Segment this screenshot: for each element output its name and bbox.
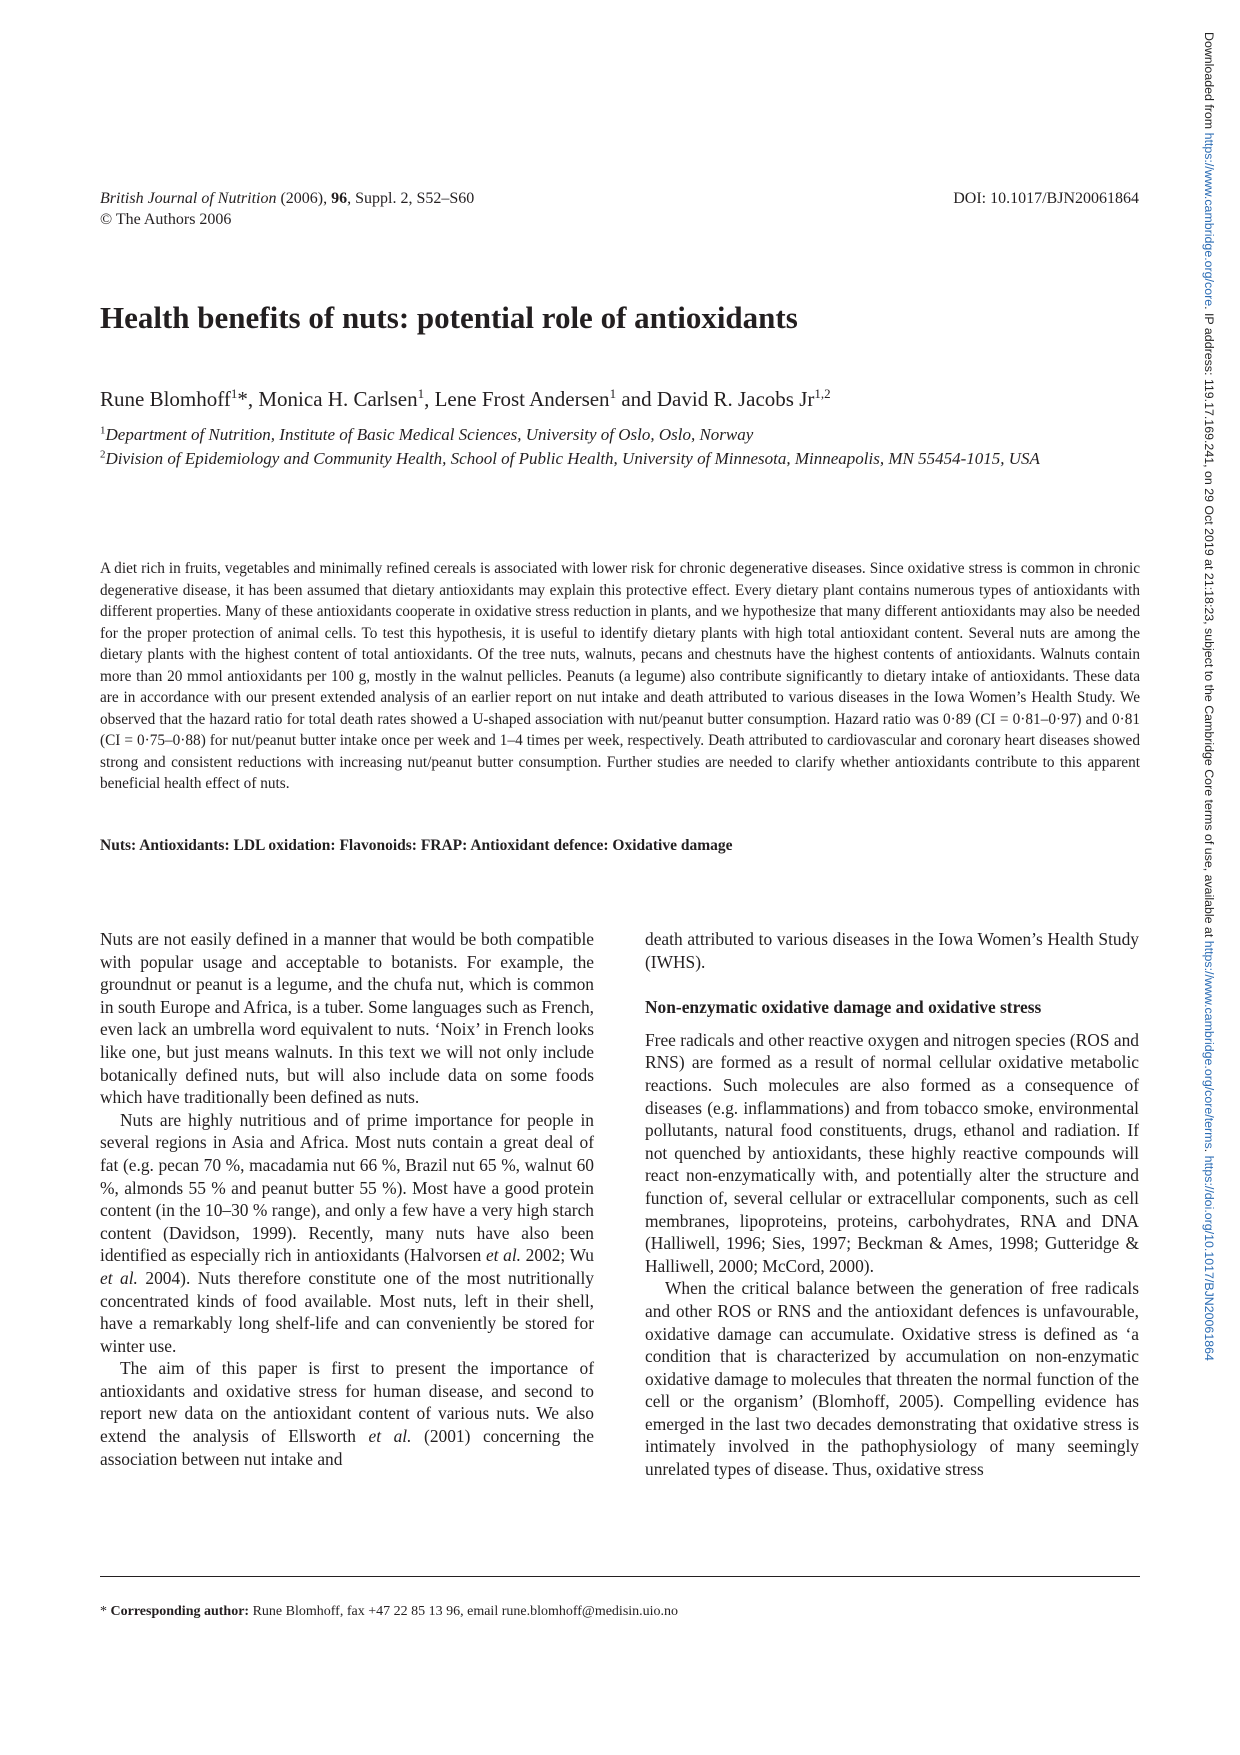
author-affiliation-mark: 1 (417, 386, 425, 401)
citation-line (100, 188, 474, 209)
cambridge-core-link[interactable]: https://www.cambridge.org/core (1202, 132, 1216, 307)
citation-et-al: et al. (485, 1245, 521, 1266)
citation-et-al: et al. (368, 1426, 412, 1447)
body-text: Nuts are highly nutritious and of prime importance for people in several regions in Asia and Africa. Most nuts contain a great deal of fat (e.g. pecan 70 %, macadamia nut 66 %, Brazil nut 65 %, walnut 60 %, almonds 55 % and peanut butter 55 %). Most have a good protein content (in the 10–30 % range), and only a few have a very high starch content (Davidson, 1999). Recently, many nuts have also been identified as especially rich in antioxidants (Halvorsen (100, 1109, 594, 1266)
author-separator: and (616, 387, 657, 411)
affiliation-text: Division of Epidemiology and Community Health, School of Public Health, University of Minnesota, Minneapolis, MN 55454-1015, USA (105, 449, 1040, 468)
download-notice (1200, 32, 1218, 1752)
journal-volume: 96 (331, 190, 348, 207)
download-notice-text: . (1202, 1148, 1216, 1156)
copyright-line: © The Authors 2006 (100, 211, 232, 228)
journal-header (100, 188, 474, 230)
author-name: Rune Blomhoff (100, 387, 231, 411)
body-column-left (100, 928, 594, 1470)
body-paragraph: Nuts are not easily defined in a manner that would be both compatible with popular usage and acceptable to botanists. For example, the groundnut or peanut is a legume, and the chufa nut, which is common in south Europe and Africa, is a tuber. Some languages such as French, even lack an umbrella word equivalent to nuts. ‘Noix’ in French looks like one, but just means walnuts. In this text we will not only include botanically defined nuts, but will also include data on some foods which have traditionally been defined as nuts. (100, 929, 594, 1108)
author-affiliation-mark: 1,2 (814, 386, 831, 401)
body-paragraph: death attributed to various diseases in the Iowa Women’s Health Study (IWHS). (645, 929, 1139, 972)
body-column-right (645, 928, 1139, 1481)
footnote-divider (100, 1576, 1140, 1577)
author-separator: , (424, 387, 435, 411)
author-name: David R. Jacobs Jr (656, 387, 815, 411)
footnote-text: Rune Blomhoff, fax +47 22 85 13 96, email rune.blomhoff@medisin.uio.no (249, 1604, 679, 1619)
author-affiliation-mark: 1 (609, 386, 617, 401)
journal-year: (2006), (280, 190, 328, 207)
article-title: Health benefits of nuts: potential role of antioxidants (100, 300, 798, 335)
footnote-mark: * (100, 1604, 107, 1619)
author-name: Monica H. Carlsen (258, 387, 418, 411)
author-affiliation-mark: 1 (230, 386, 238, 401)
download-notice-text: Downloaded from (1202, 32, 1216, 133)
affiliation-item (100, 423, 1060, 447)
section-spacer (645, 973, 1139, 996)
body-paragraph: Free radicals and other reactive oxygen and nitrogen species (ROS and RNS) are formed as a result of normal cellular oxidative metabolic reactions. Such molecules are also formed as a consequence of diseases (e.g. inflammations) and from tobacco smoke, environmental pollutants, natural food constituents, drugs, ethanol and radiation. If not quenched by antioxidants, these highly reactive compounds will react non-enzymatically with, and potentially alter the structure and function of, several cellular or extracellular components, such as cell membranes, lipoproteins, proteins, carbohydrates, RNA and DNA (Halliwell, 1996; Sies, 1997; Beckman & Ames, 1998; Gutteridge & Halliwell, 2000; McCord, 2000). (645, 1029, 1139, 1276)
corresponding-author-mark: * (237, 387, 248, 411)
body-text: 2002; Wu (521, 1245, 594, 1266)
abstract: A diet rich in fruits, vegetables and minimally refined cereals is associated with lower risk for chronic degenerative diseases. Since oxidative stress is common in chronic degenerative disease, it has been assumed that dietary antioxidants may explain this protective effect. Every dietary plant contains numerous types of antioxidants with different properties. Many of these antioxidants cooperate in oxidative stress reduction in plants, and we hypothesize that many different antioxidants may also be needed for the proper protection of animal cells. To test this hypothesis, it is useful to identify dietary plants with high total antioxidant content. Several nuts are among the dietary plants with the highest content of total antioxidants. Of the tree nuts, walnuts, pecans and chestnuts have the highest contents of antioxidants. Walnuts contain more than 20 mmol antioxidants per 100 g, mostly in the walnut pellicles. Peanuts (a legume) also contribute significantly to dietary intake of antioxidants. These data are in accordance with our present extended analysis of an earlier report on nut intake and death attributed to various diseases in the Iowa Women’s Health Study. We observed that the hazard ratio for total death rates showed a U-shaped association with nut/peanut butter consumption. Hazard ratio was 0·89 (CI = 0·81–0·97) and 0·81 (CI = 0·75–0·88) for nut/peanut butter intake once per week and 1–4 times per week, respectively. Death attributed to cardiovascular and coronary heart diseases showed strong and consistent reductions with increasing nut/peanut butter consumption. Further studies are needed to clarify whether antioxidants contribute to this apparent beneficial health effect of nuts. (100, 560, 1140, 792)
body-paragraph: When the critical balance between the generation of free radicals and other ROS or RNS and the antioxidant defences is unfavourable, oxidative damage can accumulate. Oxidative stress is defined as ‘a condition that is characterized by accumulation on non-enzymatic oxidative damage to molecules that threaten the normal function of the cell or the organism’ (Blomhoff, 2005). Compelling evidence has emerged in the last two decades demonstrating that oxidative stress is intimately involved in the pathophysiology of many seemingly unrelated types of disease. Thus, oxidative stress (645, 1278, 1139, 1480)
citation-et-al: et al. (100, 1267, 138, 1288)
affiliations (100, 423, 1060, 471)
footnote (100, 1602, 678, 1622)
affiliation-number: 1 (100, 424, 106, 437)
author-name: Lene Frost Andersen (434, 387, 610, 411)
doi-link[interactable]: https://doi.org/10.1017/BJN20061864 (1202, 1155, 1216, 1361)
author-separator: , (247, 387, 259, 411)
affiliation-number: 2 (100, 448, 106, 461)
affiliation-item (100, 447, 1060, 471)
heading-spacer (645, 1019, 1139, 1029)
body-paragraph (100, 1109, 594, 1358)
footnote-label: Corresponding author: (110, 1604, 250, 1619)
journal-pages: , Suppl. 2, S52–S60 (347, 190, 475, 207)
author-list (100, 385, 831, 413)
section-heading: Non-enzymatic oxidative damage and oxidative stress (645, 997, 1042, 1018)
body-text: (2001) concerning the association between nut intake and (100, 1426, 594, 1469)
affiliation-text: Department of Nutrition, Institute of Basic Medical Sciences, University of Oslo, Oslo, Norway (105, 425, 754, 444)
journal-name: British Journal of Nutrition (100, 190, 277, 207)
terms-link[interactable]: https://www.cambridge.org/core/terms (1202, 940, 1216, 1149)
keywords: Nuts: Antioxidants: LDL oxidation: Flavonoids: FRAP: Antioxidant defence: Oxidative damage (100, 837, 733, 854)
doi-label: DOI: 10.1017/BJN20061864 (953, 190, 1139, 207)
body-text: The aim of this paper is first to present the importance of antioxidants and oxidative stress for human disease, and second to report new data on the antioxidant content of various nuts. We also extend the analysis of Ellsworth (100, 1358, 594, 1447)
download-notice-text: . IP address: 119.17.169.241, on 29 Oct 2019 at 21:18:23, subject to the Cambridge Core terms of use, available at (1202, 306, 1216, 941)
body-text: 2004). Nuts therefore constitute one of the most nutritionally concentrated kinds of food available. Most nuts, left in their shell, have a remarkably long shelf-life and can conveniently be stored for winter use. (100, 1267, 594, 1356)
body-paragraph (100, 1357, 594, 1470)
